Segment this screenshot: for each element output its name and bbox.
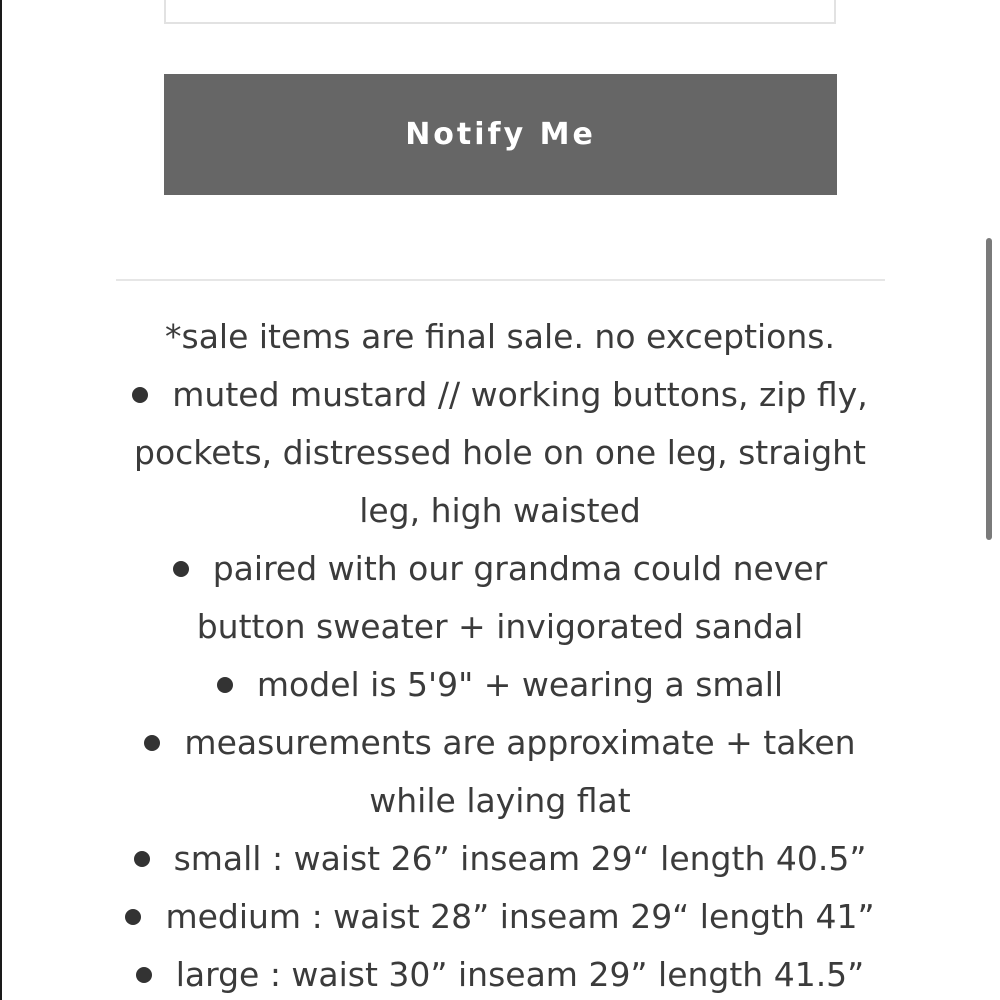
description-line xyxy=(110,366,890,424)
notify-me-button[interactable]: Notify Me xyxy=(164,74,837,195)
bullet-text: model is 5'9" + wearing a small xyxy=(256,665,784,704)
sale-note: *sale items are final sale. no exceptions. xyxy=(165,317,835,356)
description-line xyxy=(110,714,890,772)
bullet-text: muted mustard // working buttons, zip fly, xyxy=(172,375,868,414)
section-divider xyxy=(116,279,885,281)
description-line xyxy=(110,656,890,714)
size-small-line xyxy=(110,830,890,888)
email-input[interactable] xyxy=(164,0,836,24)
size-large-line xyxy=(110,946,890,1000)
bullet-icon xyxy=(217,677,233,693)
bullet-text: measurements are approximate + taken xyxy=(184,723,856,762)
size-text: small : waist 26” inseam 29“ length 40.5” xyxy=(173,839,867,878)
bullet-icon xyxy=(173,561,189,577)
bullet-icon xyxy=(144,735,160,751)
description-line: button sweater + invigorated sandal xyxy=(196,607,804,646)
description-line xyxy=(110,540,890,598)
description-line: pockets, distressed hole on one leg, straight xyxy=(134,433,866,472)
description-line: while laying flat xyxy=(369,781,631,820)
bullet-text: paired with our grandma could never xyxy=(212,549,828,588)
scrollbar[interactable] xyxy=(986,238,992,540)
bullet-icon xyxy=(136,967,152,983)
bullet-icon xyxy=(132,387,148,403)
description-line: leg, high waisted xyxy=(359,491,641,530)
size-text: large : waist 30” inseam 29” length 41.5” xyxy=(175,955,865,994)
bullet-icon xyxy=(125,909,141,925)
size-medium-line xyxy=(110,888,890,946)
bullet-icon xyxy=(134,851,150,867)
size-text: medium : waist 28” inseam 29“ length 41” xyxy=(165,897,875,936)
window-edge xyxy=(0,0,2,1000)
product-description xyxy=(110,308,890,1000)
